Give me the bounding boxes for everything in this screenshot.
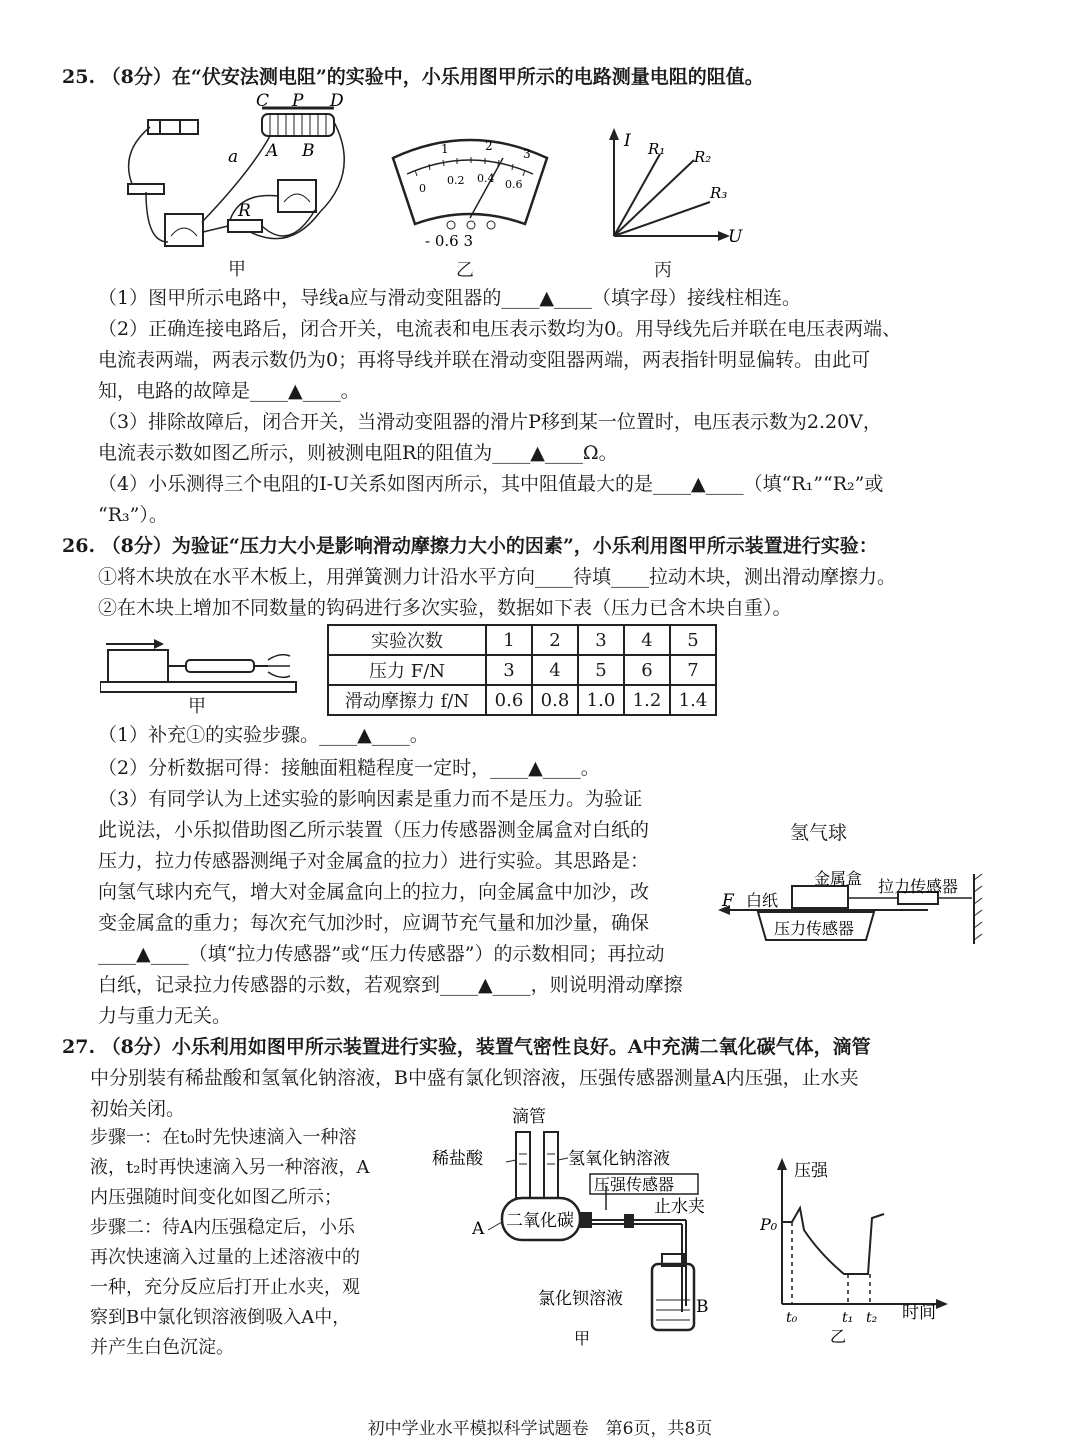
- terminal-a-label: A: [266, 141, 279, 161]
- q27-apparatus-figure: [428, 1100, 740, 1350]
- naoh-label: 氢氧化钠溶液: [568, 1149, 670, 1169]
- table-cell: 4: [532, 655, 578, 685]
- meter-terminals: - 0.6 3: [425, 232, 474, 250]
- q26-part3-line8: 力与重力无关。: [98, 1005, 232, 1027]
- table-header-cell: 5: [670, 625, 716, 655]
- table-cell: 滑动摩擦力 f/N: [328, 685, 486, 715]
- table-header-cell: 3: [578, 625, 624, 655]
- table-header-cell: 4: [624, 625, 670, 655]
- table-cell: 0.8: [532, 685, 578, 715]
- table-cell: 1.4: [670, 685, 716, 715]
- q25-part2-line2: 电流表两端，两表示数仍为0；再将导线并联在滑动变阻器两端，两表指针明显偏转。由此可: [98, 349, 871, 371]
- table-row: [328, 685, 716, 715]
- table-row: [328, 655, 716, 685]
- q26-step1: ①将木块放在水平木板上，用弹簧测力计沿水平方向____待填____拉动木块，测出滑动摩擦力。: [98, 566, 897, 588]
- scale-bottom-1: 0.2: [447, 174, 465, 187]
- q25-ammeter-figure: [385, 128, 555, 254]
- p0-label: P₀: [760, 1215, 778, 1234]
- figure-caption-jia: 甲: [574, 1329, 591, 1348]
- q26-fig2-balloon-label: 氢气球: [790, 822, 848, 844]
- q25-part2-line3: 知，电路的故障是____▲____。: [98, 380, 360, 402]
- q27-step-line4: 步骤二：待A内压强稳定后，小乐: [90, 1217, 355, 1238]
- scale-bottom-3: 0.6: [505, 178, 523, 191]
- q27-step-line6: 一种，充分反应后打开止水夹，观: [90, 1277, 360, 1298]
- dropper-label: 滴管: [512, 1107, 546, 1127]
- q26-step2: ②在木块上增加不同数量的钩码进行多次实验，数据如下表（压力已含木块自重）。: [98, 597, 792, 619]
- q27-step-line8: 并产生白色沉淀。: [90, 1337, 234, 1358]
- page-footer: 初中学业水平模拟科学试题卷 第6页，共8页: [367, 1419, 713, 1439]
- hcl-label: 稀盐酸: [432, 1149, 483, 1169]
- q27-stem-line2: 中分别装有稀盐酸和氢氧化钠溶液，B中盛有氯化钡溶液，压强传感器测量A内压强，止水夹: [90, 1067, 859, 1089]
- line-r1-label: R₁: [648, 140, 666, 158]
- q26-part3-line3: 压力，拉力传感器测绳子对金属盒的拉力）进行实验。其思路是：: [98, 850, 650, 872]
- q26-part3-line2: 此说法，小乐拟借助图乙所示装置（压力传感器测金属盒对白纸的: [98, 819, 650, 841]
- table-cell: 1.2: [624, 685, 670, 715]
- t0-label: t₀: [786, 1310, 798, 1326]
- q25-part4-line1: （4）小乐测得三个电阻的I-U关系如图丙所示，其中阻值最大的是____▲____（填“R₁”“R₂”或: [98, 473, 884, 495]
- q27-step-line5: 再次快速滴入过量的上述溶液中的: [90, 1247, 360, 1268]
- clamp-label: 止水夹: [654, 1197, 705, 1217]
- q26-part3-line1: （3）有同学认为上述实验的影响因素是重力而不是压力。为验证: [98, 788, 643, 810]
- q26-part3-line5: 变金属盒的重力；每次充气加沙时，应调节充气量和加沙量，确保: [98, 912, 650, 934]
- q26-part3-line7: 白纸，记录拉力传感器的示数，若观察到____▲____，则说明滑动摩擦: [98, 974, 683, 996]
- vessel-a-label: A: [472, 1219, 485, 1239]
- graph-caption-yi: 乙: [830, 1327, 847, 1346]
- wire-a-label: a: [228, 147, 239, 167]
- q25-part3-line2: 电流表示数如图乙所示，则被测电阻R的阻值为____▲____Ω。: [98, 442, 618, 464]
- terminal-d-label: D: [330, 92, 344, 111]
- q27-step-line1: 步骤一：在t₀时先快速滴入一种溶: [90, 1127, 357, 1148]
- q26-friction-figure: [100, 630, 300, 700]
- q26-balloon-apparatus: [718, 868, 994, 954]
- q26-stem: 26. （8分）为验证“压力大小是影响滑动摩擦力大小的因素”，小乐利用图甲所示装置进行实验：: [62, 535, 878, 557]
- q27-stem-line3: 初始关闭。: [90, 1098, 186, 1120]
- force-f-label: F: [722, 891, 734, 911]
- pressure-sensor-label: 压强传感器: [594, 1175, 675, 1194]
- scale-bottom-0: 0: [419, 182, 426, 195]
- bacl2-label: 氯化钡溶液: [538, 1289, 623, 1309]
- vessel-b-label: B: [696, 1297, 709, 1317]
- q26-part3-line4: 向氢气球内充气，增大对金属盒向上的拉力，向金属盒中加沙，改: [98, 881, 650, 903]
- q25-caption-jia: 甲: [228, 259, 246, 280]
- scale-top-1: 1: [441, 142, 449, 156]
- terminal-p-label: P: [292, 92, 304, 111]
- q25-caption-yi: 乙: [456, 260, 474, 281]
- line-r2-label: R₂: [694, 148, 712, 166]
- co2-label: 二氧化碳: [506, 1211, 574, 1231]
- table-cell: 6: [624, 655, 670, 685]
- table-header-cell: 2: [532, 625, 578, 655]
- q27-pressure-graph: [760, 1158, 972, 1348]
- q26-caption-jia: 甲: [188, 696, 206, 717]
- table-cell: 5: [578, 655, 624, 685]
- q26-part1: （1）补充①的实验步骤。____▲____。: [98, 724, 429, 746]
- axis-pressure-label: 压强: [794, 1161, 828, 1181]
- axis-i-label: I: [624, 131, 631, 151]
- q27-step-line3: 内压强随时间变化如图乙所示；: [90, 1187, 342, 1208]
- q25-part4-line2: “R₃”）。: [98, 504, 168, 526]
- tension-sensor-label: 拉力传感器: [878, 877, 959, 896]
- t2-label: t₂: [866, 1310, 878, 1326]
- axis-time-label: 时间: [902, 1303, 936, 1323]
- table-row: [328, 625, 716, 655]
- box-label: 金属盒: [814, 869, 863, 888]
- q27-stem-line1: 27. （8分）小乐利用如图甲所示装置进行实验，装置气密性良好。A中充满二氧化碳气体，滴管: [62, 1036, 871, 1058]
- table-cell: 压力 F/N: [328, 655, 486, 685]
- terminal-b-label: B: [302, 141, 315, 161]
- q27-step-line7: 察到B中氯化钡溶液倒吸入A中，: [90, 1307, 351, 1328]
- q26-part2: （2）分析数据可得：接触面粗糙程度一定时，____▲____。: [98, 757, 600, 779]
- scale-top-3: 3: [523, 147, 531, 161]
- q25-circuit-figure: [110, 92, 360, 257]
- scale-top-2: 2: [485, 139, 493, 153]
- pressure-sensor-label: 压力传感器: [774, 919, 855, 938]
- q25-iu-graph: [598, 126, 748, 252]
- axis-u-label: U: [728, 227, 743, 247]
- resistor-r-label: R: [238, 201, 251, 221]
- q25-caption-bing: 丙: [654, 260, 672, 281]
- table-cell: 1.0: [578, 685, 624, 715]
- q25-stem: 25. （8分）在“伏安法测电阻”的实验中，小乐用图甲所示的电路测量电阻的阻值。: [62, 66, 764, 88]
- q25-part2-line1: （2）正确连接电路后，闭合开关，电流表和电压表示数均为0。用导线先后并联在电压表两端、: [98, 318, 902, 340]
- terminal-c-label: C: [256, 92, 270, 111]
- q25-part1: （1）图甲所示电路中，导线a应与滑动变阻器的____▲____（填字母）接线柱相连。: [98, 287, 802, 309]
- line-r3-label: R₃: [710, 184, 728, 202]
- q26-part3-line6: ____▲____（填“拉力传感器”或“压力传感器”）的示数相同；再拉动: [98, 943, 665, 965]
- t1-label: t₁: [842, 1310, 854, 1326]
- table-cell: 7: [670, 655, 716, 685]
- table-cell: 0.6: [486, 685, 532, 715]
- q25-part3-line1: （3）排除故障后，闭合开关，当滑动变阻器的滑片P移到某一位置时，电压表示数为2.20V，: [98, 411, 882, 433]
- table-cell: 3: [486, 655, 532, 685]
- table-header-cell: 1: [486, 625, 532, 655]
- q26-data-table: [327, 624, 717, 716]
- table-header-cell: 实验次数: [328, 625, 486, 655]
- q27-step-line2: 液，t₂时再快速滴入另一种溶液，A: [90, 1157, 370, 1178]
- paper-label: 白纸: [746, 891, 779, 910]
- scale-bottom-2: 0.4: [477, 172, 495, 185]
